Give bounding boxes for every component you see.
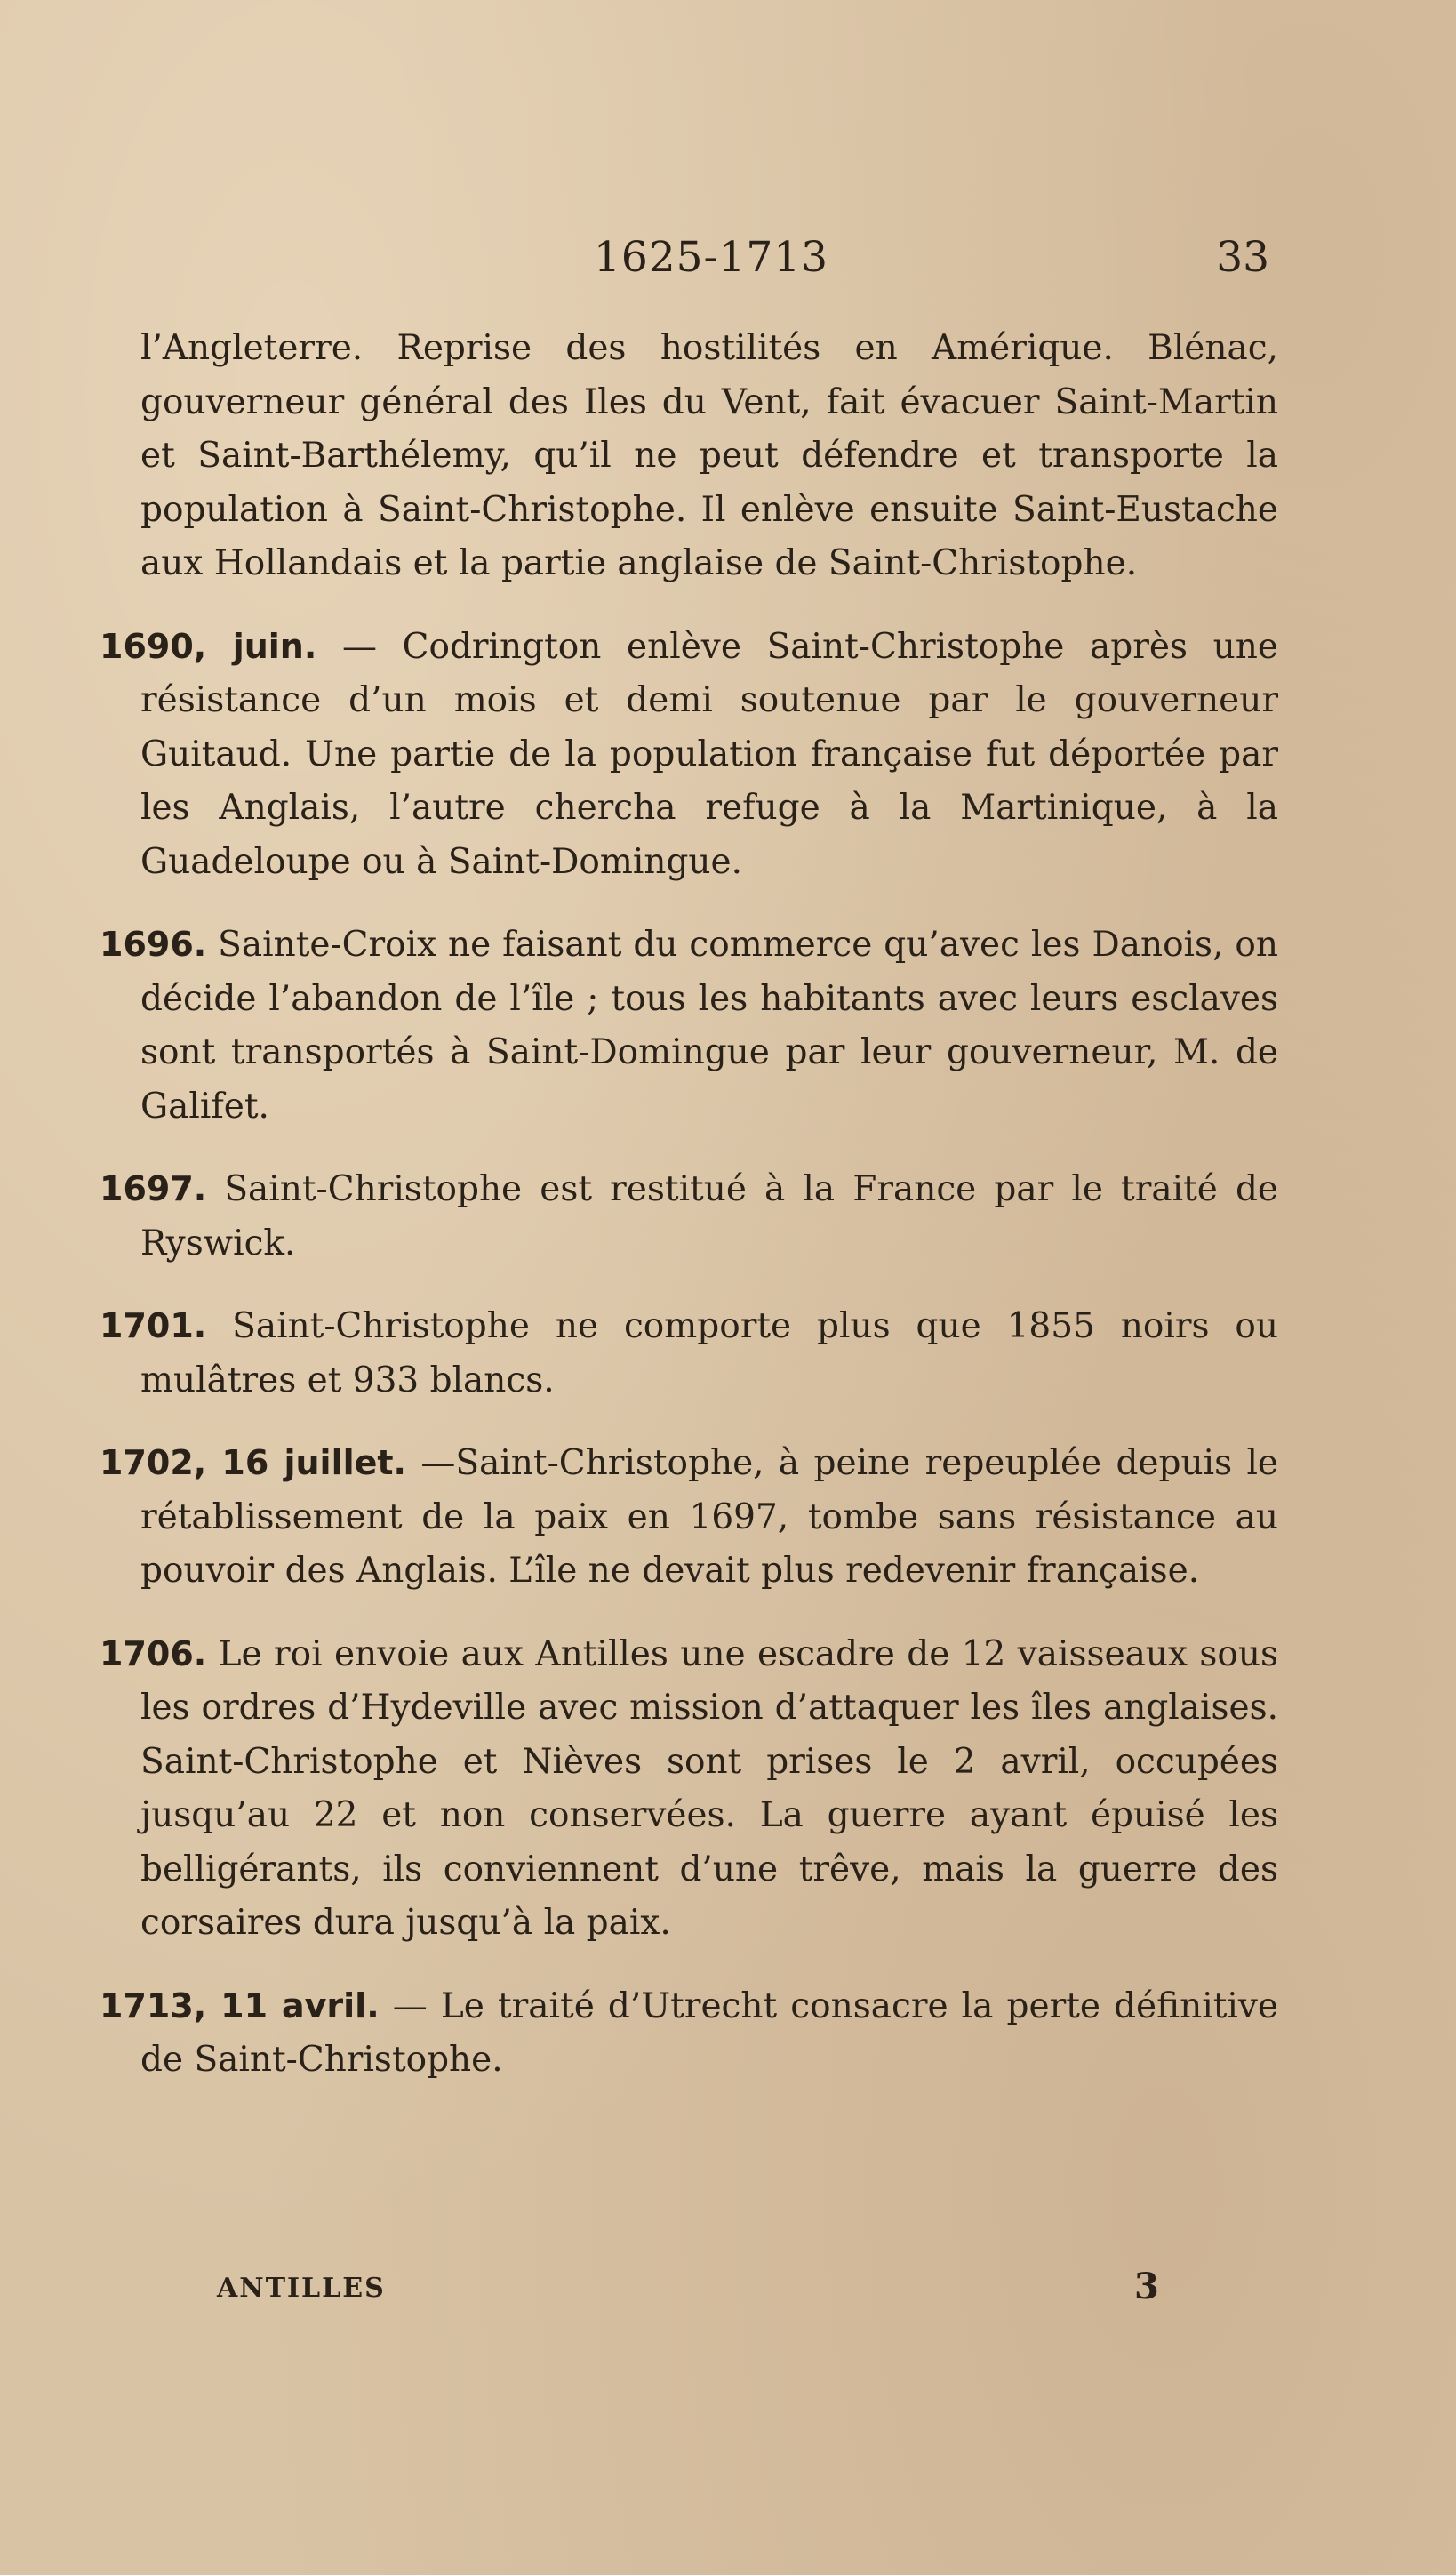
chronology-entry-1701 [100,1299,1278,1408]
entry-date: 1696. [100,925,207,964]
entry-text: —Saint-Christophe, à peine repeuplée depuis le rétablissement de la paix en 1697, tombe sans résistance au pouvoir des Anglais. L’île ne devait plus redevenir française. [140,1443,1278,1591]
entry-date: 1702, 16 juillet. [100,1443,406,1482]
entry-text: — Le traité d’Utrecht consacre la perte définitive de Saint-Christophe. [140,1985,1278,2080]
entry-text: — Codrington enlève Saint-Christophe après une résistance d’un mois et demi soutenue par le gouverneur Guitaud. Une partie de la population française fut déportée par les Anglais, l’autre chercha refuge à la Martinique, à la Guadeloupe ou à Saint-Domingue. [140,626,1278,882]
entry-date: 1697. [100,1169,207,1208]
chronology-entry-1713 [100,1979,1278,2088]
entry-date: 1713, 11 avril. [100,1985,380,2026]
signature-line [217,2266,1177,2310]
intro-paragraph: l’Angleterre. Reprise des hostilités en Amérique. Blénac, gouverneur général des Iles du Vent, fait évacuer Saint-Martin et Saint-Barthélemy, qu’il ne peut défendre et transporte la population à Saint-Christophe. Il enlève ensuite Saint-Eustache aux Hollandais et la partie anglaise de Saint-Christophe. [140,328,1278,583]
page-number: 33 [1216,233,1269,282]
entry-text: Le roi envoie aux Antilles une escadre de 12 vaisseaux sous les ordres d’Hydeville avec mission d’attaquer les îles anglaises. Saint-Christophe et Nièves sont prises le 2 avril, occupées jusqu’au 22 et non conservées. La guerre ayant épuisé les belligérants, ils conviennent d’une trêve, mais la guerre des corsaires dura jusqu’à la paix. [140,1633,1278,1943]
signature-mark: ANTILLES [217,2273,386,2304]
entry-date: 1690, juin. [100,626,317,666]
entry-date: 1701. [100,1306,207,1345]
chronology-entry-1690 [100,620,1278,890]
chronology-entry-1706 [100,1627,1278,1951]
entry-text: Saint-Christophe ne comporte plus que 1855 noirs ou mulâtres et 933 blancs. [140,1306,1278,1400]
chronology-entry-1702 [100,1436,1278,1599]
chronology-entry-1696 [100,918,1278,1134]
running-head [142,233,1280,286]
running-head-title: 1625-1713 [593,233,829,282]
entry-date: 1706. [100,1633,207,1673]
entry-text: Sainte-Croix ne faisant du commerce qu’avec les Danois, on décide l’abandon de l’île ; tous les habitants avec leurs esclaves sont transportés à Saint-Domingue par leur gouverneur, M. de Galifet. [140,925,1278,1127]
entry-text: Saint-Christophe est restitué à la France par le traité de Ryswick. [140,1169,1278,1263]
signature-number: 3 [1134,2266,1159,2307]
page-body [100,322,1278,2116]
chronology-entry-1697 [100,1162,1278,1271]
